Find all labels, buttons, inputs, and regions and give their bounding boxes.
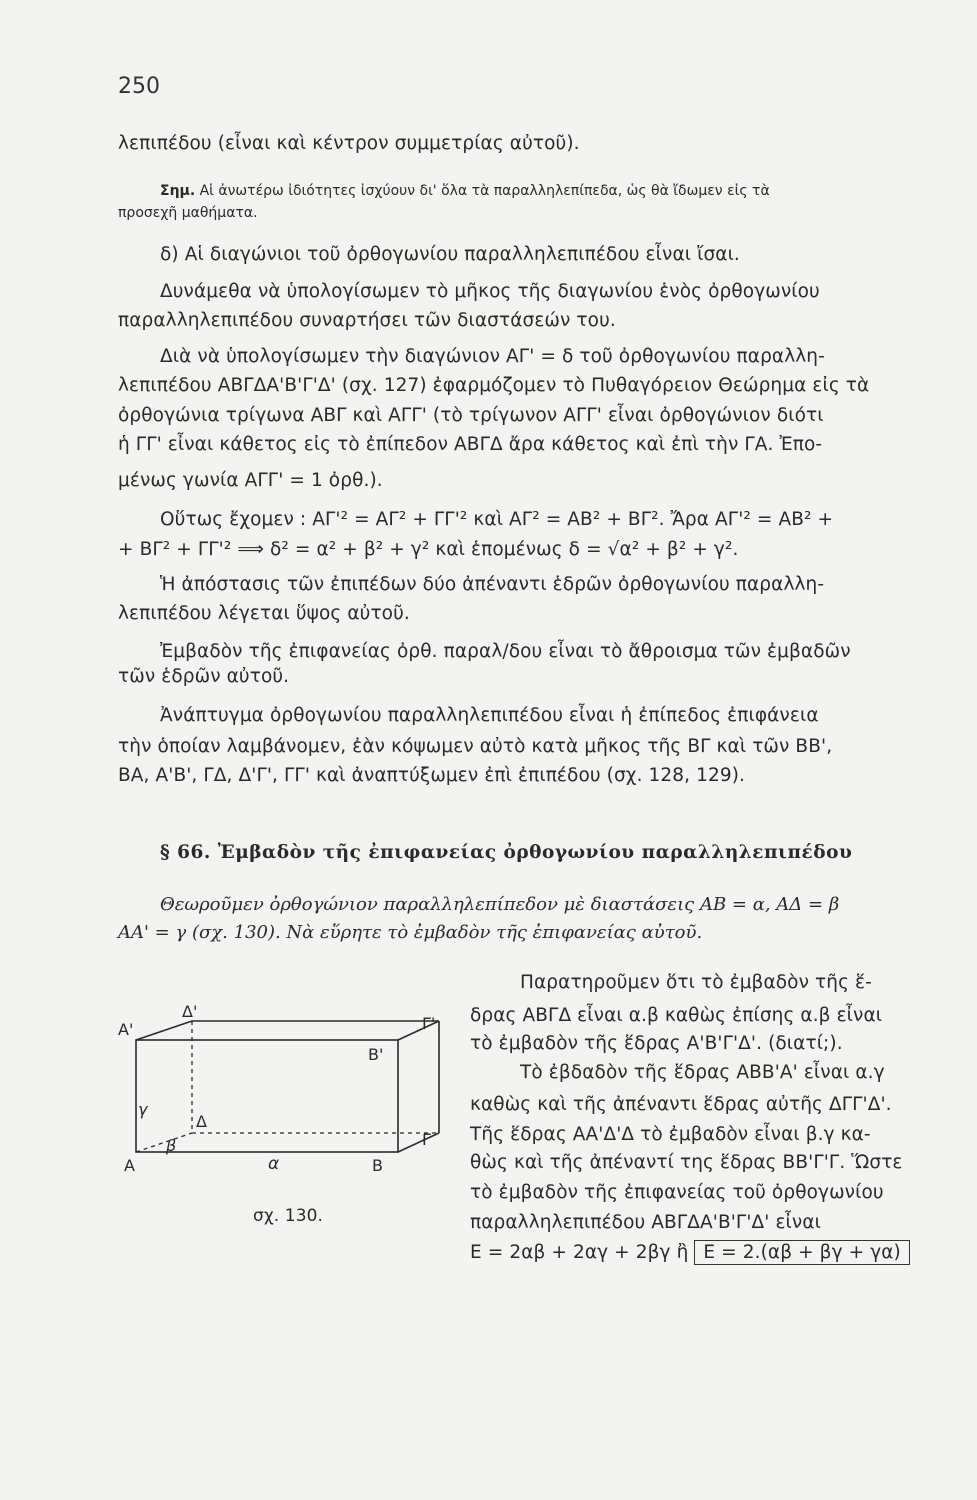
label-a: Α	[124, 1156, 135, 1175]
label-gamma: γ	[138, 1100, 148, 1119]
text-line: λεπιπέδου (εἶναι καὶ κέντρον συμμετρίας αὐτοῦ).	[118, 133, 580, 154]
text-line: θὼς καὶ τῆς ἀπέναντί της ἕδρας ΒΒ'Γ'Γ. Ὥστε	[470, 1152, 903, 1173]
problem-line: ΑΑ' = γ (σχ. 130). Νὰ εὕρητε τὸ ἐμβαδὸν τῆς ἐπιφανείας αὐτοῦ.	[118, 922, 703, 943]
label-g-prime: Γ'	[422, 1014, 436, 1033]
text-line: Ἡ ἀπόστασις τῶν ἐπιπέδων δύο ἀπέναντι ἑδρῶν ὀρθογωνίου παραλλη-	[160, 574, 825, 595]
formula-expanded: Ε = 2αβ + 2αγ + 2βγ ἢ	[470, 1242, 689, 1263]
edge-b-g	[398, 1133, 439, 1152]
text-line: Τὸ ἐβδαδὸν τῆς ἕδρας ΑΒΒ'Α' εἶναι α.γ	[520, 1062, 885, 1083]
figure-caption: σχ. 130.	[253, 1206, 324, 1226]
text-line: ΒΑ, Α'Β', ΓΔ, Δ'Γ', ΓΓ' καὶ ἀναπτύξωμεν ἐπὶ ἐπιπέδου (σχ. 128, 129).	[118, 765, 746, 786]
page-number: 250	[118, 74, 160, 99]
text-line: δ) Αἱ διαγώνιοι τοῦ ὀρθογωνίου παραλληλεπιπέδου εἶναι ἴσαι.	[160, 244, 740, 265]
label-alpha: α	[268, 1154, 280, 1174]
text-line: παραλληλεπιπέδου συναρτήσει τῶν διαστάσεών του.	[118, 310, 616, 331]
label-b: Β	[372, 1156, 383, 1175]
text-line: μένως γωνία ΑΓΓ' = 1 ὀρθ.).	[118, 470, 383, 491]
text-line: Ἀνάπτυγμα ὀρθογωνίου παραλληλεπιπέδου εἶναι ἡ ἐπίπεδος ἐπιφάνεια	[160, 705, 819, 726]
text-line: Οὕτως ἔχομεν : ΑΓ'² = ΑΓ² + ΓΓ'² καὶ ΑΓ² = ΑΒ² + ΒΓ². Ἄρα ΑΓ'² = ΑΒ² +	[160, 509, 834, 530]
text-line: τὴν ὁποίαν λαμβάνομεν, ἐὰν κόψωμεν αὐτὸ κατὰ μῆκος τῆς ΒΓ καὶ τῶν ΒΒ',	[118, 736, 833, 757]
label-g: Γ	[422, 1130, 431, 1149]
label-d: Δ	[196, 1112, 207, 1131]
note-label: Σημ.	[160, 183, 196, 199]
text-line: παραλληλεπιπέδου ΑΒΓΔΑ'Β'Γ'Δ' εἶναι	[470, 1212, 821, 1233]
problem-line: Θεωροῦμεν ὀρθογώνιον παραλληλεπίπεδον μὲ διαστάσεις ΑΒ = α, ΑΔ = β	[160, 894, 840, 915]
text-line: Δυνάμεθα νὰ ὑπολογίσωμεν τὸ μῆκος τῆς διαγωνίου ἑνὸς ὀρθογωνίου	[160, 281, 820, 302]
text-line: καθὼς καὶ τῆς ἀπέναντι ἕδρας αὐτῆς ΔΓΓ'Δ'.	[470, 1094, 892, 1115]
text-line: Τῆς ἕδρας ΑΑ'Δ'Δ τὸ ἐμβαδὸν εἶναι β.γ κα-	[470, 1124, 871, 1145]
text-line: λεπιπέδου λέγεται ὕψος αὐτοῦ.	[118, 603, 410, 624]
text-line: λεπιπέδου ΑΒΓΔΑ'Β'Γ'Δ' (σχ. 127) ἐφαρμόζομεν τὸ Πυθαγόρειον Θεώρημα εἰς τὰ	[118, 375, 870, 396]
text-line: Παρατηροῦμεν ὅτι τὸ ἐμβαδὸν τῆς ἕ-	[520, 972, 872, 993]
section-heading: § 66. Ἐμβαδὸν τῆς ἐπιφανείας ὀρθογωνίου παραλληλεπιπέδου	[160, 842, 853, 863]
note-line-2: προσεχῆ μαθήματα.	[118, 205, 258, 221]
label-d-prime: Δ'	[182, 1005, 198, 1021]
text-line: τῶν ἑδρῶν αὐτοῦ.	[118, 666, 290, 687]
text-line: ὀρθογώνια τρίγωνα ΑΒΓ καὶ ΑΓΓ' (τὸ τρίγωνον ΑΓΓ' εἶναι ὀρθογώνιον διότι	[118, 405, 824, 426]
note	[160, 183, 770, 199]
label-a-prime: Α'	[118, 1020, 134, 1039]
edge-a1-d1	[136, 1021, 192, 1040]
formula-boxed: Ε = 2.(αβ + βγ + γα)	[694, 1240, 909, 1265]
text-line: τὸ ἐμβαδὸν τῆς ἐπιφανείας τοῦ ὀρθογωνίου	[470, 1182, 884, 1203]
formula-row	[470, 1242, 910, 1263]
hidden-edge-a-d	[136, 1133, 192, 1152]
note-text: Αἱ ἀνωτέρω ἰδιότητες ἰσχύουν δι' ὅλα τὰ παραλληλεπίπεδα, ὡς θὰ ἴδωμεν εἰς τὰ	[195, 183, 770, 199]
label-beta: β	[166, 1136, 177, 1155]
text-line: Διὰ νὰ ὑπολογίσωμεν τὴν διαγώνιον ΑΓ' = δ τοῦ ὀρθογωνίου παραλλη-	[160, 346, 825, 367]
figure-130-box	[110, 1005, 450, 1195]
text-line: τὸ ἐμβαδὸν τῆς ἕδρας Α'Β'Γ'Δ'. (διατί;).	[470, 1033, 843, 1054]
text-line: ἡ ΓΓ' εἶναι κάθετος εἰς τὸ ἐπίπεδον ΑΒΓΔ ἄρα κάθετος καὶ ἐπὶ τὴν ΓΑ. Ἐπο-	[118, 434, 823, 455]
text-line: δρας ΑΒΓΔ εἶναι α.β καθὼς ἐπίσης α.β εἶναι	[470, 1005, 883, 1026]
text-line: + ΒΓ² + ΓΓ'² ⟹ δ² = α² + β² + γ² καὶ ἑπομένως δ = √α² + β² + γ².	[118, 539, 739, 560]
label-b-prime: Β'	[368, 1045, 384, 1064]
text-line: Ἐμβαδὸν τῆς ἐπιφανείας ὀρθ. παραλ/δου εἶναι τὸ ἄθροισμα τῶν ἐμβαδῶν	[160, 641, 851, 662]
